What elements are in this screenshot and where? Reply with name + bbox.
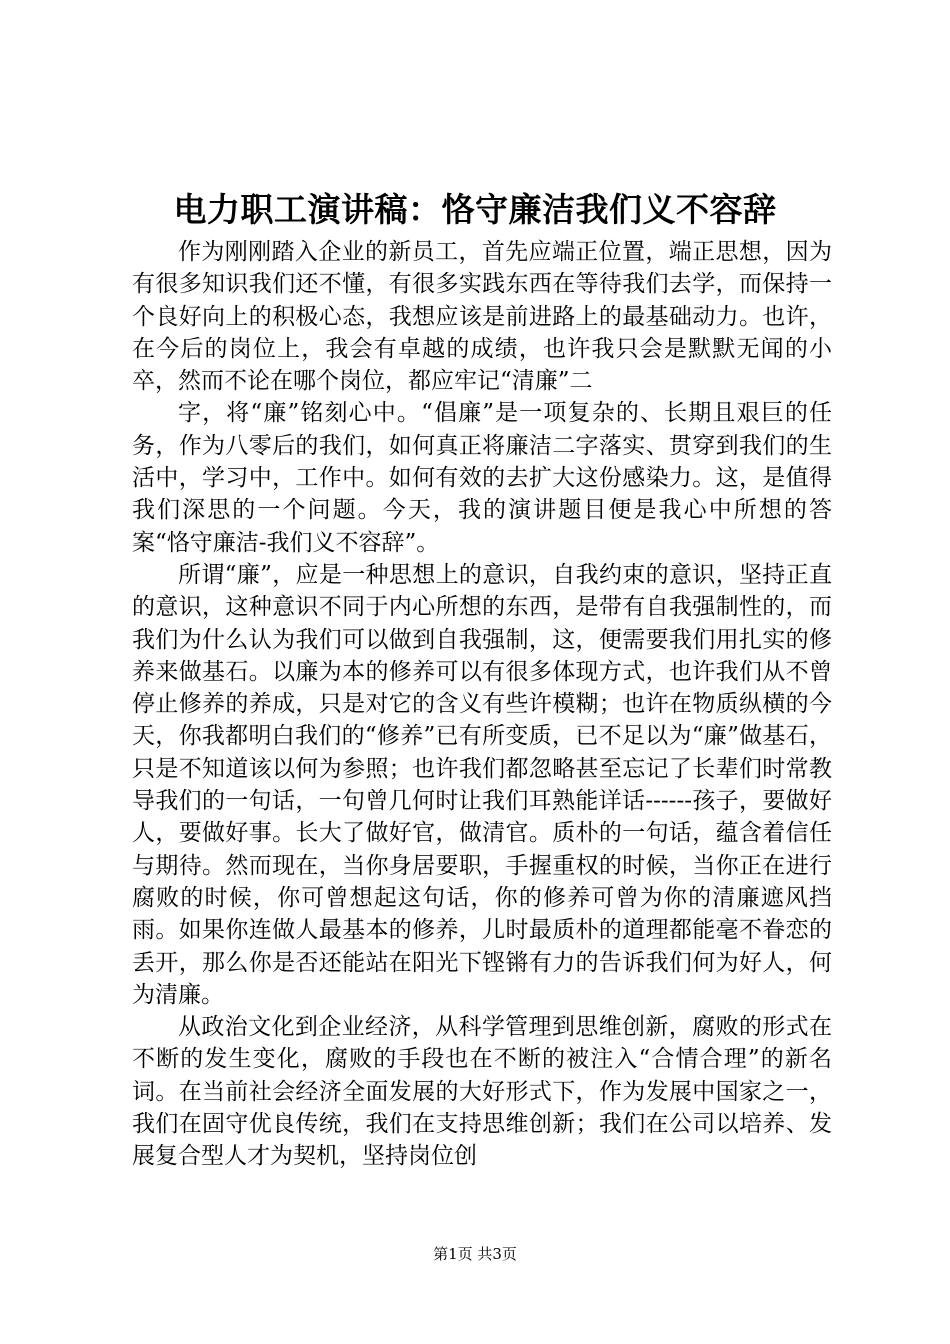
paragraph-3: 所谓“廉”，应是一种思想上的意识，自我约束的意识，坚持正直的意识，这种意识不同于内心所想的东西，是带有自我强制性的，而我们为什么认为我们可以做到自我强制，这，便需要我们用扎实的修养来做基石。以廉为本的修养可以有很多体现方式，也许我们从不曾停止修养的养成，只是对它的含义有些许模糊；也许在物质纵横的今天，你我都明白我们的“修养”已有所变质，已不足以为“廉”做基石，只是不知道该以何为参照；也许我们都忽略甚至忘记了长辈们时常教导我们的一句话，一句曾几何时让我们耳熟能详话------孩子，要做好人，要做好事。长大了做好官，做清官。质朴的一句话，蕴含着信任与期待。然而现在，当你身居要职，手握重权的时候，当你正在进行腐败的时候，你可曾想起这句话，你的修养可曾为你的清廉遮风挡雨。如果你连做人最基本的修养，儿时最质朴的道理都能毫不眷恋的丢开，那么你是否还能站在阳光下铿锵有力的告诉我们何为好人，何为清廉。 [132,561,832,1008]
paragraph-4: 从政治文化到企业经济，从科学管理到思维创新，腐败的形式在不断的发生变化，腐败的手段也在不断的被注入“合情合理”的新名词。在当前社会经济全面发展的大好形式下，作为发展中国家之一，我们在固守优良传统，我们在支持思维创新；我们在公司以培养、发展复合型人才为契机，坚持岗位创 [132,1014,832,1170]
paragraph-2: 字，将“廉”铭刻心中。“倡廉”是一项复杂的、长期且艰巨的任务，作为八零后的我们，如何真正将廉洁二字落实、贯穿到我们的生活中，学习中，工作中。如何有效的去扩大这份感染力。这，是值得我们深思的一个问题。今天，我的演讲题目便是我心中所想的答案“恪守廉洁-我们义不容辞”。 [132,400,832,556]
total-pages: 共3页 [477,1245,517,1263]
page-number: 第1页 [433,1245,473,1263]
document-title: 电力职工演讲稿：恪守廉洁我们义不容辞 [173,190,777,229]
paragraph-1: 作为刚刚踏入企业的新员工，首先应端正位置，端正思想，因为有很多知识我们还不懂，有很多实践东西在等待我们去学，而保持一个良好向上的积极心态，我想应该是前进路上的最基础动力。也许，在今后的岗位上，我会有卓越的成绩，也许我只会是默默无闻的小卒，然而不论在哪个岗位，都应牢记“清廉”二 [132,239,832,395]
document-body [132,236,832,1173]
page-footer [0,1244,950,1264]
